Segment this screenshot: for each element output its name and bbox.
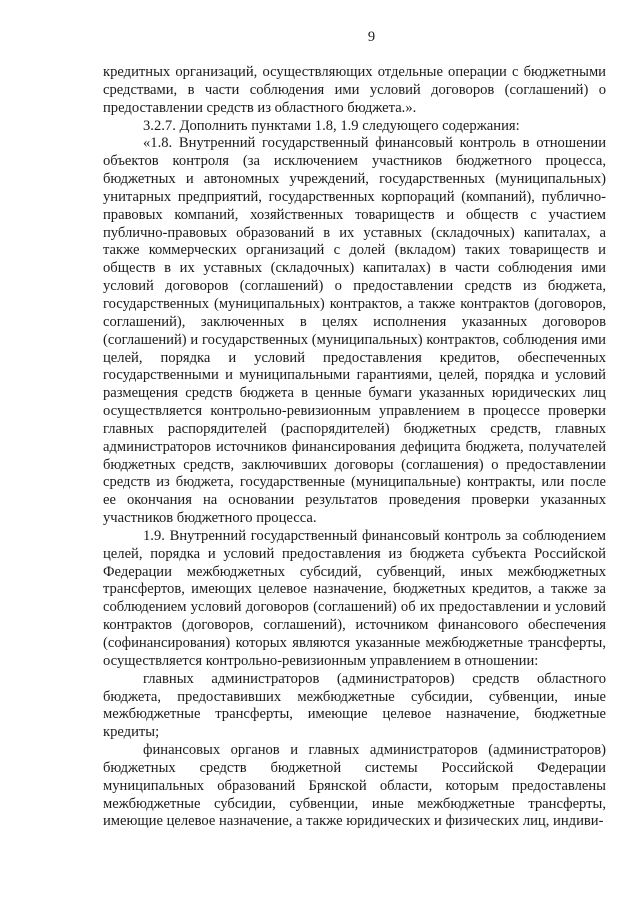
page-number: 9	[367, 29, 376, 45]
paragraph: кредитных организаций, осуществляющих отдельные операции с бюджетными средствами, в части соблюдения ими условий договоров (соглашений) о предоставлении средств из областного бюджета.».	[103, 64, 606, 116]
paragraph: 3.2.7. Дополнить пунктами 1.8, 1.9 следующего содержания:	[143, 117, 520, 134]
document-body	[103, 64, 606, 831]
paragraph: «1.8. Внутренний государственный финансовый контроль в отношении объектов контроля (за исключением участников бюджетного процесса, бюджетных и автономных учреждений, государственных (муниципальных) унитарных предприятий, государственных корпораций (компаний), публично-правовых компаний, хозяйственных товариществ и обществ с участием публично-правовых образований в их уставных (складочных) капиталах, а также коммерческих организаций с долей (вкладом) таких товариществ и обществ в их уставных (складочных) капиталах) в части соблюдения ими условий договоров (соглашений) о предоставлении средств из бюджета, государственных (муниципальных) контрактов, а также контрактов (договоров, соглашений), заключенных в целях исполнения указанных договоров (соглашений) и государственных (муниципальных) контрактов, соблюдения ими целей, порядка и условий предоставления кредитов, обеспеченных государственными и муниципальными гарантиями, целей, порядка и условий размещения средств бюджета в ценные бумаги указанных юридических лиц осуществляется контрольно-ревизионным управлением в процессе проверки главных распорядителей (распорядителей) бюджетных средств, главных администраторов источников финансирования дефицита бюджета, получателей бюджетных средств, заключивших договоры (соглашения) о предоставлении средств из бюджета, государственные (муниципальные) контракты, или после ее окончания на основании результатов проведения проверки указанных участников бюджетного процесса.	[103, 135, 606, 527]
paragraph: финансовых органов и главных администраторов (администраторов) бюджетных средств бюджетной системы Российской Федерации муниципальных образований Брянской области, которым предоставлены межбюджетные субсидии, субвенции, иные межбюджетные трансферты, имеющие целевое назначение, а также юридических и физических лиц, индиви-	[103, 742, 606, 830]
paragraph: 1.9. Внутренний государственный финансовый контроль за соблюдением целей, порядка и условий предоставления из бюджета субъекта Российской Федерации межбюджетных субсидий, субвенций, иных межбюджетных трансфертов, имеющих целевое назначение, бюджетных кредитов, а также за соблюдением условий договоров (соглашений) об их предоставлении и условий контрактов (договоров, соглашений), источником финансового обеспечения (софинансирования) которых являются указанные межбюджетные трансферты, осуществляется контрольно-ревизионным управлением в отношении:	[103, 527, 606, 669]
paragraph: главных администраторов (администраторов) средств областного бюджета, предоставивших межбюджетные субсидии, субвенции, иные межбюджетные трансферты, имеющие целевое назначение, бюджетные кредиты;	[103, 670, 606, 741]
